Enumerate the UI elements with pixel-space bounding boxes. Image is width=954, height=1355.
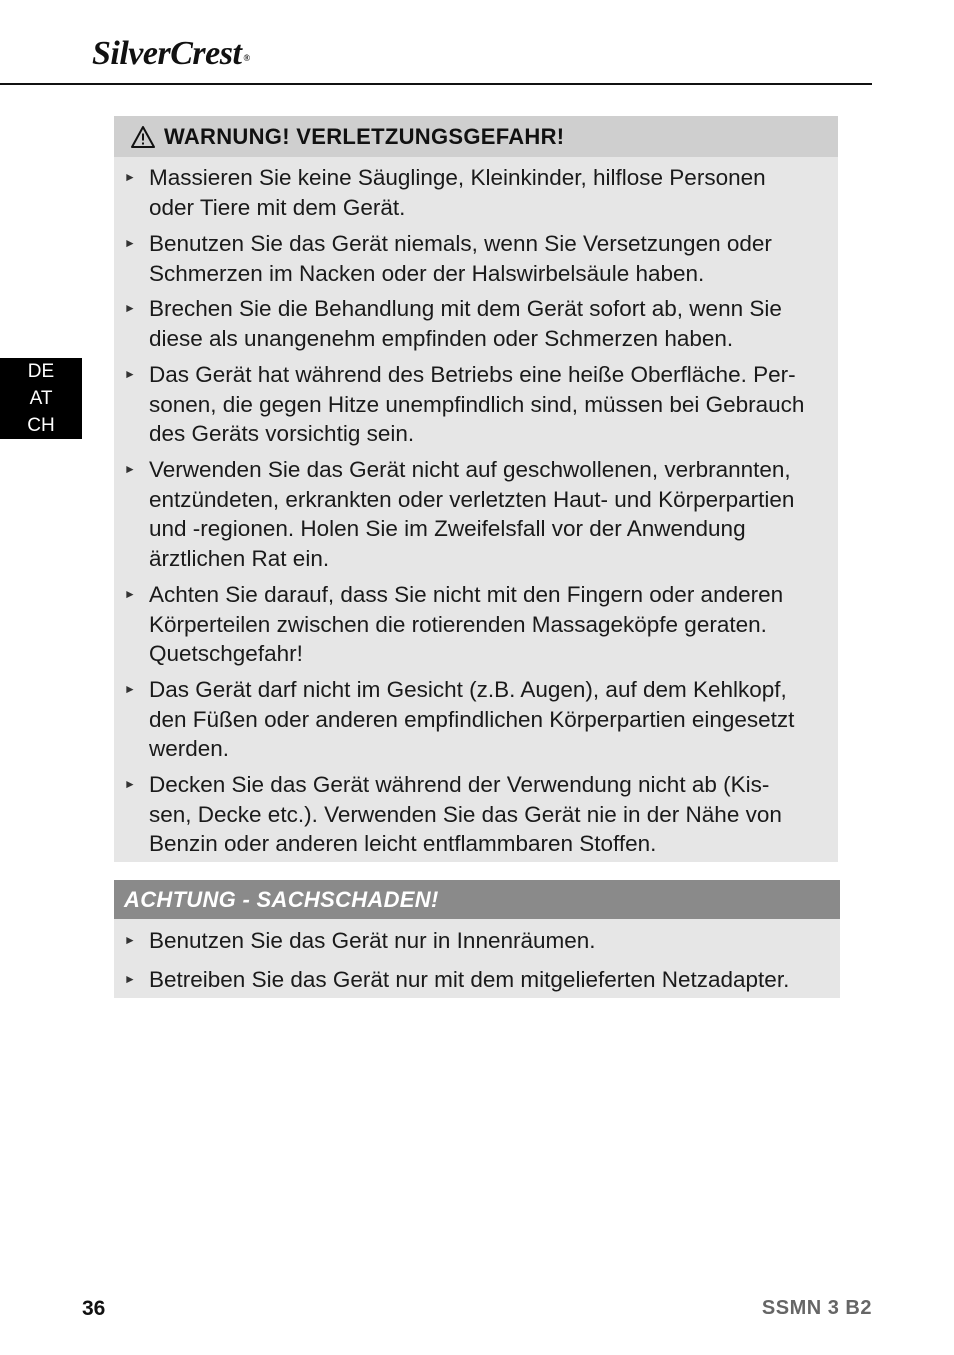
warning-item (114, 163, 838, 222)
caution-item-text: Benutzen Sie das Gerät nur in Innenräumen. (149, 928, 596, 953)
warning-item-text: den Füßen oder anderen empfindlichen Körperpartien eingesetzt (149, 706, 795, 732)
caution-box (114, 880, 840, 998)
bullet-arrow-icon: ► (124, 236, 136, 250)
bullet-arrow-icon: ► (124, 367, 136, 381)
warning-item-text: werden. (149, 736, 230, 761)
language-code-at: AT (29, 388, 53, 409)
warning-item-text: Verwenden Sie das Gerät nicht auf geschwollenen, verbrannten, (149, 457, 791, 482)
bullet-arrow-icon: ► (124, 933, 136, 947)
warning-item-text: Achten Sie darauf, dass Sie nicht mit den Fingern oder anderen (149, 582, 784, 607)
bullet-arrow-icon: ► (124, 462, 136, 476)
warning-triangle-icon (130, 125, 156, 149)
warning-item-text: des Geräts vorsichtig sein. (149, 421, 415, 446)
bullet-arrow-icon: ► (124, 972, 136, 986)
warning-item-text: Massieren Sie keine Säuglinge, Kleinkinder, hilflose Personen (149, 165, 766, 190)
warning-item-text: diese als unangenehm empfinden oder Schmerzen haben. (149, 325, 734, 351)
page-number: 36 (82, 1297, 106, 1320)
language-tab (0, 358, 82, 439)
warning-item-text: Körperteilen zwischen die rotierenden Massageköpfe geraten. (149, 611, 767, 637)
warning-item (114, 455, 838, 573)
header-rule (0, 83, 872, 85)
language-code-de: DE (27, 361, 55, 382)
warning-title: WARNUNG! VERLETZUNGSGEFAHR! (164, 123, 565, 149)
warning-item-text: Benzin oder anderen leicht entflammbaren Stoffen. (149, 831, 657, 856)
warning-item (114, 770, 838, 859)
warning-item-text: und -regionen. Holen Sie im Zweifelsfall vor der Anwendung (149, 516, 746, 541)
warning-item-text: sen, Decke etc.). Verwenden Sie das Gerät nie in der Nähe von (149, 801, 782, 827)
warning-item-text: entzündeten, erkrankten oder verletzten Haut- und Körperpartien (149, 486, 795, 512)
caution-item (114, 926, 838, 956)
brand-logo (92, 36, 250, 72)
bullet-arrow-icon: ► (124, 777, 136, 791)
warning-item-text: Schmerzen im Nacken oder der Halswirbelsäule haben. (149, 260, 705, 286)
language-code-ch: CH (27, 415, 55, 436)
warning-item (114, 294, 838, 353)
warning-item-text: Benutzen Sie das Gerät niemals, wenn Sie Versetzungen oder (149, 231, 772, 256)
registered-mark: ® (243, 53, 250, 63)
warning-heading (114, 116, 838, 157)
warning-item-text: oder Tiere mit dem Gerät. (149, 194, 406, 220)
warning-item-text: Brechen Sie die Behandlung mit dem Gerät sofort ab, wenn Sie (149, 296, 782, 321)
warning-item (114, 580, 838, 669)
warning-item-text: sonen, die gegen Hitze unempfindlich sind, müssen bei Gebrauch (149, 391, 805, 417)
caution-item (114, 965, 838, 995)
caution-item-text: Betreiben Sie das Gerät nur mit dem mitgelieferten Netzadapter. (149, 967, 790, 992)
caution-heading (114, 880, 840, 919)
bullet-arrow-icon: ► (124, 170, 136, 184)
bullet-arrow-icon: ► (124, 587, 136, 601)
warning-item-text: Das Gerät hat während des Betriebs eine heiße Oberfläche. Per- (149, 362, 796, 387)
warning-item-text: Quetschgefahr! (149, 641, 303, 666)
warning-item (114, 360, 838, 449)
warning-item (114, 675, 838, 764)
model-number: SSMN 3 B2 (761, 1297, 872, 1319)
bullet-arrow-icon: ► (124, 301, 136, 315)
warning-item-text: Decken Sie das Gerät während der Verwendung nicht ab (Kis- (149, 772, 770, 797)
bullet-arrow-icon: ► (124, 682, 136, 696)
warning-item (114, 229, 838, 288)
warning-item-text: Das Gerät darf nicht im Gesicht (z.B. Augen), auf dem Kehlkopf, (149, 677, 787, 702)
warning-box (114, 116, 838, 862)
warning-item-text: ärztlichen Rat ein. (149, 545, 330, 571)
caution-title: ACHTUNG - SACHSCHADEN! (124, 886, 439, 912)
brand-name: SilverCrest (92, 35, 242, 72)
